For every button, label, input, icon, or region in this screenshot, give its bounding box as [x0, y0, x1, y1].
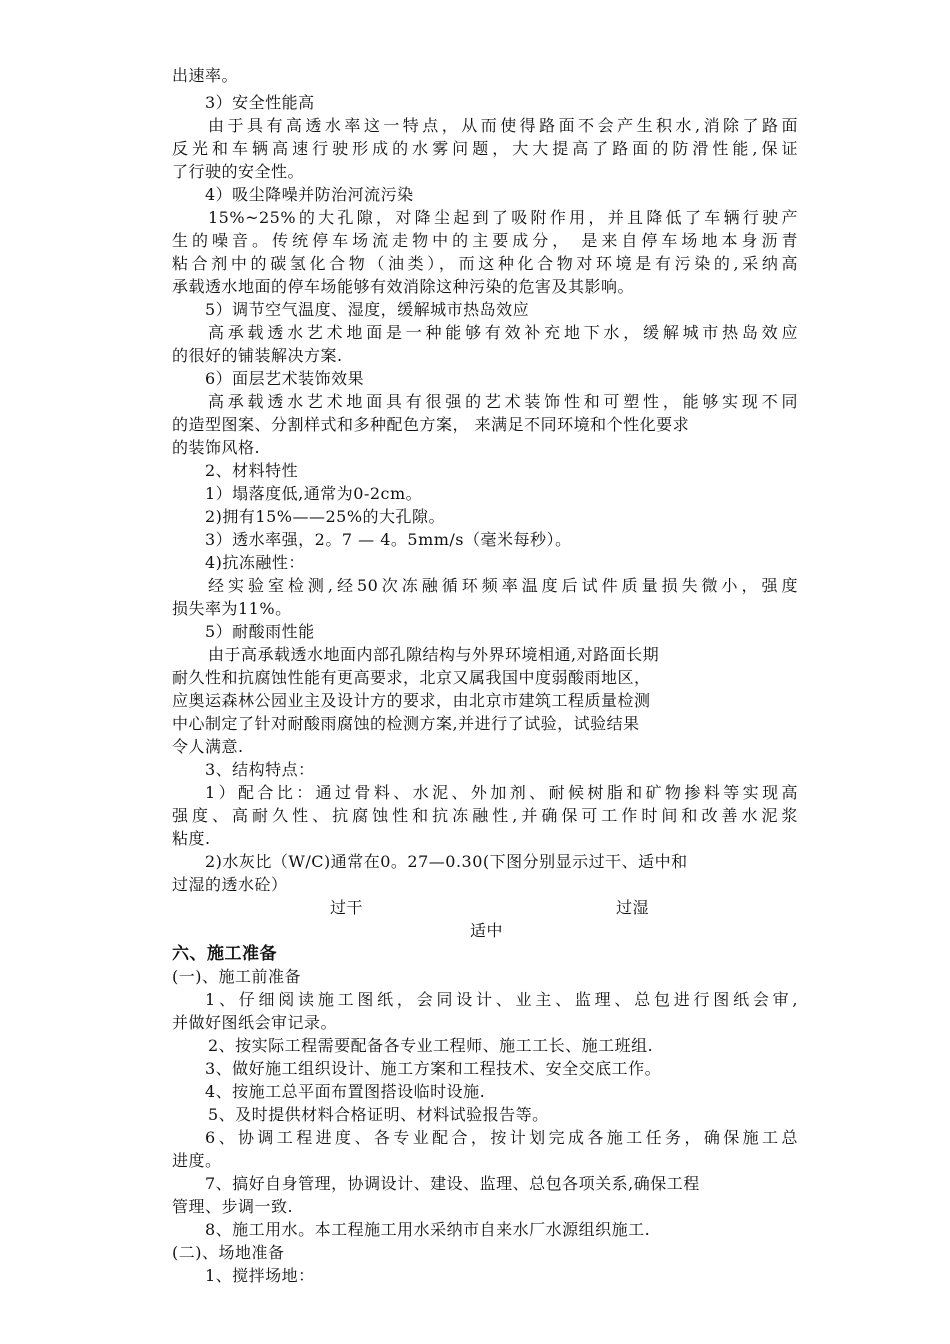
text-line: 并做好图纸会审记录。 [172, 1013, 338, 1032]
section-heading: 2、材料特性 [205, 461, 299, 480]
chapter-heading: 六、施工准备 [172, 944, 277, 964]
item-heading: 4）吸尘降噪并防治河流污染 [205, 185, 414, 204]
text-line: 15%~25%的大孔隙，对降尘起到了吸附作用，并且降低了车辆行驶产 [208, 208, 798, 227]
list-item: 8、施工用水。本工程施工用水采纳市自来水厂水源组织施工. [205, 1220, 651, 1239]
text-line: 承载透水地面的停车场能够有效消除这种污染的危害及其影响。 [172, 277, 635, 296]
text-line: 中心制定了针对耐酸雨腐蚀的检测方案,并进行了试验，试验结果 [172, 714, 640, 733]
text-line: 2)拥有15%——25%的大孔隙。 [205, 507, 446, 526]
text-line: 由于高承载透水地面内部孔隙结构与外界环境相通,对路面长期 [208, 645, 660, 664]
item-heading: 5）调节空气温度、湿度，缓解城市热岛效应 [205, 300, 530, 319]
text-line: 经实验室检测,经50次冻融循环频率温度后试件质量损失微小，强度 [208, 576, 798, 595]
text-line: 生的噪音。传统停车场流走物中的主要成分， 是来自停车场地本身沥青 [172, 231, 798, 250]
text-line: 强度、高耐久性、抗腐蚀性和抗冻融性,并确保可工作时间和改善水泥浆 [172, 806, 798, 825]
text-line: 耐久性和抗腐蚀性能有更高要求，北京又属我国中度弱酸雨地区， [172, 668, 651, 687]
text-line: 高承载透水艺术地面是一种能够有效补充地下水，缓解城市热岛效应 [208, 323, 798, 342]
text-line: 2)水灰比（W/C)通常在0。27—0.30(下图分别显示过干、适中和 [205, 852, 688, 871]
text-line: 应奥运森林公园业主及设计方的要求，由北京市建筑工程质量检测 [172, 691, 651, 710]
text-line: 1）塌落度低,通常为0-2cm。 [205, 484, 423, 503]
text-line: 1）配合比：通过骨料、水泥、外加剂、耐候树脂和矿物掺料等实现高 [205, 783, 798, 802]
list-item: 1、仔细阅读施工图纸，会同设计、业主、监理、总包进行图纸会审, [205, 990, 798, 1009]
list-item: 1、搅拌场地： [205, 1266, 315, 1285]
text-line: 过湿的透水砼） [172, 875, 288, 894]
item-heading: 4)抗冻融性： [205, 553, 305, 572]
text-line: 了行驶的安全性。 [172, 162, 305, 181]
text-line: 的装饰风格. [172, 438, 261, 457]
text-line: 高承载透水艺术地面具有很强的艺术装饰性和可塑性，能够实现不同 [208, 392, 798, 411]
figure-caption-wet: 过湿 [616, 898, 650, 917]
figure-caption-dry: 过干 [330, 898, 364, 917]
item-heading: 6）面层艺术装饰效果 [205, 369, 365, 388]
text-line: 的很好的铺装解决方案. [172, 346, 343, 365]
text-line: 令人满意. [172, 737, 244, 756]
text-line: 反光和车辆高速行驶形成的水雾问题，大大提高了路面的防滑性能,保证 [172, 139, 798, 158]
list-item: 3、做好施工组织设计、施工方案和工程技术、安全交底工作。 [205, 1059, 662, 1078]
list-item: 2、按实际工程需要配备各专业工程师、施工工长、施工班组. [208, 1036, 654, 1055]
text-line: 粘度. [172, 829, 211, 848]
text-line: 的造型图案、分割样式和多种配色方案， 来满足不同环境和个性化要求 [172, 415, 690, 434]
list-item: 6、协调工程进度、各专业配合，按计划完成各施工任务，确保施工总 [205, 1128, 798, 1147]
text-line: 出速率。 [172, 66, 239, 85]
text-line: 粘合剂中的碳氢化合物（油类），而这种化合物对环境是有污染的,采纳高 [172, 254, 798, 273]
text-line: 由于具有高透水率这一特点，从而使得路面不会产生积水,消除了路面 [208, 116, 798, 135]
section-heading: 3、结构特点： [205, 760, 315, 779]
subsection-heading: (二)、场地准备 [172, 1243, 285, 1262]
list-item: 7、搞好自身管理，协调设计、建设、监理、总包各项关系,确保工程 [205, 1174, 700, 1193]
figure-caption-moderate: 适中 [470, 921, 504, 940]
item-heading: 5）耐酸雨性能 [205, 622, 315, 641]
item-heading: 3）安全性能高 [205, 93, 315, 112]
text-line: 损失率为11%。 [172, 599, 292, 618]
list-item: 5、及时提供材料合格证明、材料试验报告等。 [208, 1105, 549, 1124]
list-item: 4、按施工总平面布置图搭设临时设施. [205, 1082, 486, 1101]
text-line: 管理、步调一致. [172, 1197, 294, 1216]
text-line: 进度。 [172, 1151, 222, 1170]
text-line: 3）透水率强，2。7 — 4。5mm/s（毫米每秒）。 [205, 530, 572, 549]
subsection-heading: (一)、施工前准备 [172, 967, 301, 986]
